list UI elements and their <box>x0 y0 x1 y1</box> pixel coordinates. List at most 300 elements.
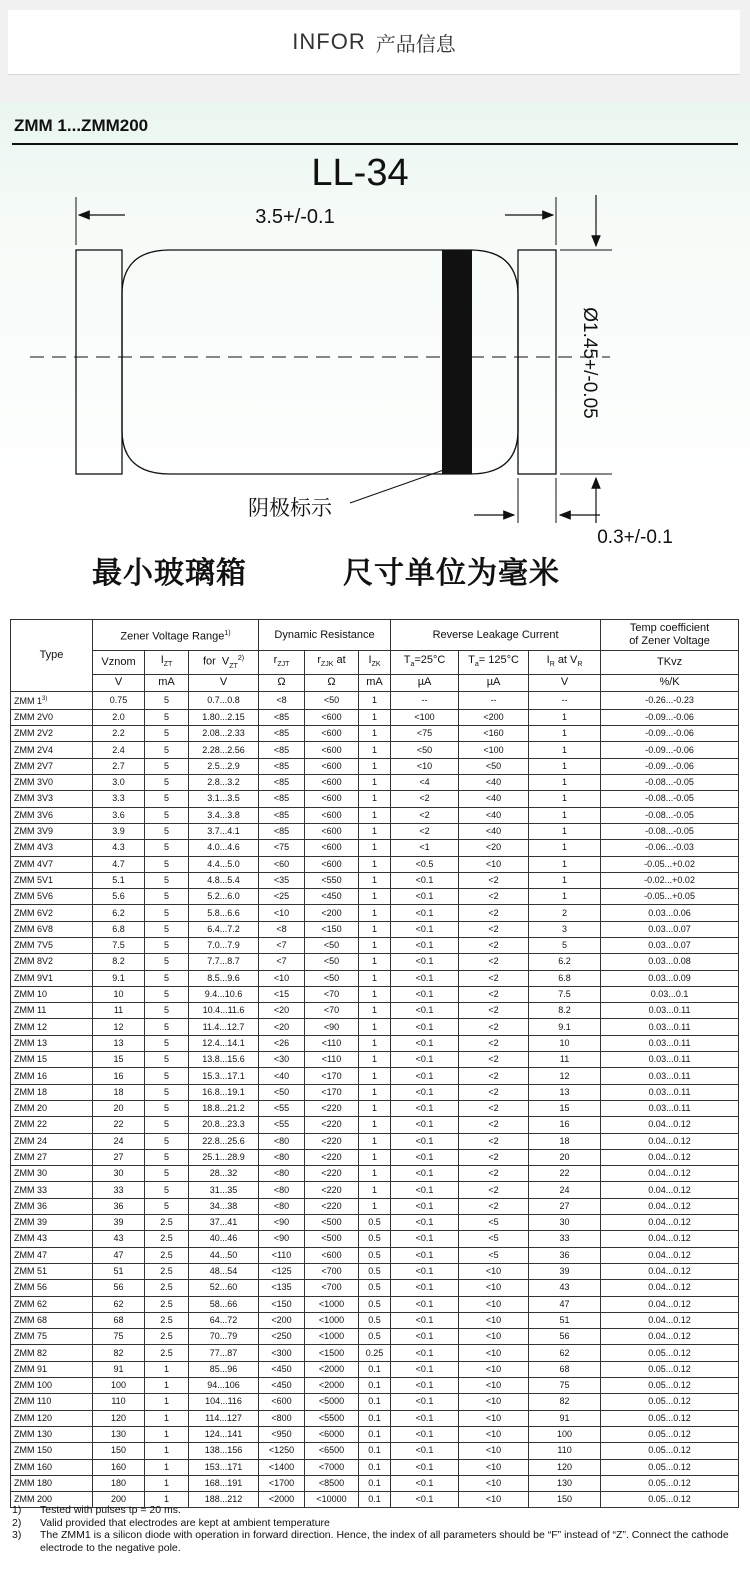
value-cell: <90 <box>305 1019 359 1035</box>
value-cell: <0.1 <box>391 889 459 905</box>
table-row <box>11 1215 739 1231</box>
value-cell: <80 <box>259 1166 305 1182</box>
hdr-rzjt: $r_{ZJT}$ <box>259 651 305 675</box>
table-row <box>11 872 739 888</box>
value-cell: 52...60 <box>189 1280 259 1296</box>
value-cell: 0.04...0.12 <box>601 1280 739 1296</box>
table-row <box>11 954 739 970</box>
value-cell: <600 <box>305 840 359 856</box>
type-cell: ZMM 43 <box>11 1231 93 1247</box>
value-cell: 1 <box>529 872 601 888</box>
value-cell: 3.4...3.8 <box>189 807 259 823</box>
value-cell: <450 <box>259 1361 305 1377</box>
value-cell: 51 <box>529 1312 601 1328</box>
value-cell: 1 <box>529 791 601 807</box>
value-cell: 0.04...0.12 <box>601 1263 739 1279</box>
value-cell: 0.05...0.12 <box>601 1345 739 1361</box>
value-cell: 2.5 <box>145 1329 189 1345</box>
value-cell: 0.03...0.11 <box>601 1068 739 1084</box>
value-cell: -0.09...-0.06 <box>601 709 739 725</box>
table-row <box>11 986 739 1002</box>
value-cell: <200 <box>459 709 529 725</box>
value-cell: <40 <box>459 823 529 839</box>
type-cell: ZMM 5V1 <box>11 872 93 888</box>
value-cell: 1 <box>359 1198 391 1214</box>
type-cell: ZMM 2V4 <box>11 742 93 758</box>
value-cell: 1 <box>145 1378 189 1394</box>
value-cell: 7.5 <box>529 986 601 1002</box>
table-row <box>11 856 739 872</box>
type-cell: ZMM 15 <box>11 1052 93 1068</box>
value-cell: 5.1 <box>93 872 145 888</box>
table-row <box>11 1247 739 1263</box>
value-cell: 3 <box>529 921 601 937</box>
value-cell: <600 <box>305 823 359 839</box>
type-cell: ZMM 100 <box>11 1378 93 1394</box>
value-cell: 2.5 <box>145 1312 189 1328</box>
hdr-ir: $I_R$ at $V_R$ <box>529 651 601 675</box>
value-cell: <500 <box>305 1215 359 1231</box>
value-cell: <55 <box>259 1100 305 1116</box>
value-cell: <10 <box>459 1426 529 1442</box>
value-cell: 1 <box>359 938 391 954</box>
value-cell: 4.0...4.6 <box>189 840 259 856</box>
value-cell: -0.09...-0.06 <box>601 758 739 774</box>
value-cell: 1 <box>529 775 601 791</box>
spec-table-body <box>11 691 739 1508</box>
value-cell: <7 <box>259 954 305 970</box>
value-cell: <600 <box>259 1394 305 1410</box>
value-cell: <0.1 <box>391 1410 459 1426</box>
package-drawing <box>0 145 750 545</box>
value-cell: 37...41 <box>189 1215 259 1231</box>
footnote-2: 2) Valid provided that electrodes are kept at ambient temperature <box>12 1516 330 1529</box>
value-cell: 5 <box>145 986 189 1002</box>
value-cell: -0.06...-0.03 <box>601 840 739 856</box>
type-cell: ZMM 47 <box>11 1247 93 1263</box>
value-cell: 56 <box>93 1280 145 1296</box>
table-row <box>11 1003 739 1019</box>
value-cell: <2 <box>459 938 529 954</box>
value-cell: 5 <box>145 954 189 970</box>
value-cell: 44...50 <box>189 1247 259 1263</box>
value-cell: <550 <box>305 872 359 888</box>
value-cell: <0.1 <box>391 1345 459 1361</box>
value-cell: 20 <box>93 1100 145 1116</box>
value-cell: 40...46 <box>189 1231 259 1247</box>
value-cell: 150 <box>93 1443 145 1459</box>
value-cell: 3.9 <box>93 823 145 839</box>
value-cell: 2.5 <box>145 1280 189 1296</box>
value-cell: -0.02...+0.02 <box>601 872 739 888</box>
value-cell: 5 <box>145 1182 189 1198</box>
value-cell: <85 <box>259 758 305 774</box>
value-cell: <0.1 <box>391 1198 459 1214</box>
value-cell: 0.04...0.12 <box>601 1312 739 1328</box>
type-cell: ZMM 7V5 <box>11 938 93 954</box>
table-row <box>11 1166 739 1182</box>
table-row <box>11 1345 739 1361</box>
hdr-tkvz: TKvz <box>601 651 739 675</box>
type-cell: ZMM 6V8 <box>11 921 93 937</box>
value-cell: -0.08...-0.05 <box>601 823 739 839</box>
value-cell: <0.1 <box>391 1426 459 1442</box>
table-row <box>11 1426 739 1442</box>
value-cell: 0.03...0.07 <box>601 938 739 954</box>
value-cell: <0.1 <box>391 1166 459 1182</box>
model-title: ZMM 1...ZMM200 <box>14 116 149 135</box>
type-cell: ZMM 68 <box>11 1312 93 1328</box>
value-cell: -0.09...-0.06 <box>601 742 739 758</box>
value-cell: 5.2...6.0 <box>189 889 259 905</box>
unit-percent-per-k: %/K <box>601 674 739 691</box>
value-cell: 130 <box>529 1475 601 1491</box>
value-cell: 70...79 <box>189 1329 259 1345</box>
value-cell: 51 <box>93 1263 145 1279</box>
value-cell: <600 <box>305 758 359 774</box>
value-cell: 6.4...7.2 <box>189 921 259 937</box>
table-row <box>11 1263 739 1279</box>
value-cell: <10 <box>459 1329 529 1345</box>
col-type: Type <box>11 620 93 692</box>
value-cell: 10.4...11.6 <box>189 1003 259 1019</box>
value-cell: 2.7 <box>93 758 145 774</box>
value-cell: 24 <box>93 1133 145 1149</box>
value-cell: <600 <box>305 742 359 758</box>
value-cell: 150 <box>529 1492 601 1508</box>
col-leakage: Reverse Leakage Current <box>391 620 601 651</box>
value-cell: <10 <box>459 1296 529 1312</box>
value-cell: 0.1 <box>359 1443 391 1459</box>
value-cell: 1 <box>145 1475 189 1491</box>
value-cell: 8.5...9.6 <box>189 970 259 986</box>
value-cell: 24 <box>529 1182 601 1198</box>
value-cell: <10 <box>459 1263 529 1279</box>
value-cell: 27 <box>93 1149 145 1165</box>
value-cell: <70 <box>305 986 359 1002</box>
value-cell: 5 <box>145 1166 189 1182</box>
type-cell: ZMM 36 <box>11 1198 93 1214</box>
value-cell: 11.4...12.7 <box>189 1019 259 1035</box>
value-cell: <200 <box>305 905 359 921</box>
value-cell: <2 <box>459 905 529 921</box>
table-row <box>11 758 739 774</box>
info-header <box>8 10 740 75</box>
type-cell: ZMM 39 <box>11 1215 93 1231</box>
value-cell: <600 <box>305 856 359 872</box>
value-cell: 7.0...7.9 <box>189 938 259 954</box>
type-cell: ZMM 6V2 <box>11 905 93 921</box>
value-cell: 5 <box>145 1052 189 1068</box>
value-cell: 0.1 <box>359 1492 391 1508</box>
value-cell: 1 <box>145 1361 189 1377</box>
value-cell: <220 <box>305 1133 359 1149</box>
value-cell: 15 <box>93 1052 145 1068</box>
value-cell: <600 <box>305 709 359 725</box>
value-cell: <0.1 <box>391 954 459 970</box>
value-cell: <600 <box>305 1247 359 1263</box>
value-cell: 2.4 <box>93 742 145 758</box>
length-dimension: 3.5+/-0.1 <box>255 206 335 228</box>
value-cell: 18.8...21.2 <box>189 1100 259 1116</box>
value-cell: 1 <box>359 889 391 905</box>
value-cell: <0.1 <box>391 1312 459 1328</box>
type-cell: ZMM 51 <box>11 1263 93 1279</box>
value-cell: 22 <box>93 1117 145 1133</box>
value-cell: 9.1 <box>93 970 145 986</box>
value-cell: <0.5 <box>391 856 459 872</box>
value-cell: 1 <box>359 709 391 725</box>
value-cell: <0.1 <box>391 1133 459 1149</box>
value-cell: <220 <box>305 1117 359 1133</box>
value-cell: <500 <box>305 1231 359 1247</box>
type-cell: ZMM 33 <box>11 1182 93 1198</box>
value-cell: <85 <box>259 823 305 839</box>
value-cell: <2000 <box>305 1378 359 1394</box>
value-cell: 15 <box>529 1100 601 1116</box>
cathode-label: 阴极标示 <box>248 496 332 520</box>
value-cell: 5 <box>145 758 189 774</box>
value-cell: <5 <box>459 1215 529 1231</box>
value-cell: <2 <box>459 1052 529 1068</box>
value-cell: 62 <box>93 1296 145 1312</box>
hdr-izk: $I_{ZK}$ <box>359 651 391 675</box>
value-cell: <10 <box>459 1410 529 1426</box>
value-cell: <600 <box>305 726 359 742</box>
type-cell: ZMM 110 <box>11 1394 93 1410</box>
value-cell: <55 <box>259 1117 305 1133</box>
value-cell: <40 <box>459 791 529 807</box>
value-cell: <20 <box>459 840 529 856</box>
value-cell: <0.1 <box>391 970 459 986</box>
value-cell: <2 <box>459 1003 529 1019</box>
value-cell: <0.1 <box>391 1361 459 1377</box>
value-cell: 13.8...15.6 <box>189 1052 259 1068</box>
type-cell: ZMM 9V1 <box>11 970 93 986</box>
value-cell: 100 <box>93 1378 145 1394</box>
table-row <box>11 1052 739 1068</box>
value-cell: <0.1 <box>391 1459 459 1475</box>
value-cell: 1 <box>529 726 601 742</box>
value-cell: -- <box>459 691 529 709</box>
value-cell: 5 <box>145 726 189 742</box>
value-cell: 5 <box>145 1100 189 1116</box>
value-cell: <0.1 <box>391 1035 459 1051</box>
value-cell: <85 <box>259 742 305 758</box>
value-cell: <60 <box>259 856 305 872</box>
value-cell: <0.1 <box>391 1475 459 1491</box>
value-cell: <0.1 <box>391 1378 459 1394</box>
type-cell: ZMM 2V7 <box>11 758 93 774</box>
value-cell: <40 <box>459 775 529 791</box>
value-cell: 1 <box>359 775 391 791</box>
value-cell: 0.04...0.12 <box>601 1215 739 1231</box>
value-cell: 0.5 <box>359 1329 391 1345</box>
value-cell: <800 <box>259 1410 305 1426</box>
table-row <box>11 1329 739 1345</box>
value-cell: 0.03...0.11 <box>601 1003 739 1019</box>
left-end-cap <box>76 250 122 474</box>
value-cell: 0.04...0.12 <box>601 1117 739 1133</box>
value-cell: 168...191 <box>189 1475 259 1491</box>
table-row <box>11 775 739 791</box>
value-cell: 18 <box>93 1084 145 1100</box>
value-cell: 8.2 <box>529 1003 601 1019</box>
value-cell: 13 <box>529 1084 601 1100</box>
value-cell: 1 <box>359 726 391 742</box>
type-cell: ZMM 62 <box>11 1296 93 1312</box>
type-cell: ZMM 130 <box>11 1426 93 1442</box>
value-cell: 2.5 <box>145 1231 189 1247</box>
value-cell: 0.03...0.11 <box>601 1035 739 1051</box>
value-cell: 0.75 <box>93 691 145 709</box>
value-cell: 0.04...0.12 <box>601 1182 739 1198</box>
value-cell: 1 <box>145 1443 189 1459</box>
value-cell: 5 <box>145 889 189 905</box>
value-cell: <15 <box>259 986 305 1002</box>
value-cell: <450 <box>305 889 359 905</box>
type-cell: ZMM 75 <box>11 1329 93 1345</box>
type-cell: ZMM 120 <box>11 1410 93 1426</box>
value-cell: <110 <box>305 1052 359 1068</box>
value-cell: 9.4...10.6 <box>189 986 259 1002</box>
value-cell: <10 <box>459 1280 529 1296</box>
value-cell: 11 <box>93 1003 145 1019</box>
type-cell: ZMM 91 <box>11 1361 93 1377</box>
value-cell: 5 <box>145 1003 189 1019</box>
table-row <box>11 1117 739 1133</box>
spec-table <box>10 619 739 1508</box>
value-cell: 0.05...0.12 <box>601 1378 739 1394</box>
value-cell: 2.28...2.56 <box>189 742 259 758</box>
value-cell: 39 <box>93 1215 145 1231</box>
value-cell: <0.1 <box>391 1394 459 1410</box>
value-cell: <10 <box>459 1459 529 1475</box>
value-cell: 5 <box>145 742 189 758</box>
value-cell: 1 <box>359 986 391 1002</box>
value-cell: 11 <box>529 1052 601 1068</box>
value-cell: <220 <box>305 1182 359 1198</box>
value-cell: 1 <box>359 1068 391 1084</box>
value-cell: <2 <box>459 921 529 937</box>
col-zener-range: Zener Voltage Range$^{1)}$ <box>93 620 259 651</box>
value-cell: <600 <box>305 807 359 823</box>
value-cell: 2 <box>529 905 601 921</box>
value-cell: <7 <box>259 938 305 954</box>
value-cell: 0.05...0.12 <box>601 1361 739 1377</box>
value-cell: 2.0 <box>93 709 145 725</box>
hdr-vznom: Vznom <box>93 651 145 675</box>
value-cell: <50 <box>391 742 459 758</box>
unit-ohm: Ω <box>259 674 305 691</box>
value-cell: <600 <box>305 775 359 791</box>
value-cell: <0.1 <box>391 1182 459 1198</box>
value-cell: 6.8 <box>93 921 145 937</box>
value-cell: 130 <box>93 1426 145 1442</box>
value-cell: 1 <box>145 1394 189 1410</box>
value-cell: <6500 <box>305 1443 359 1459</box>
value-cell: 25.1...28.9 <box>189 1149 259 1165</box>
type-cell: ZMM 56 <box>11 1280 93 1296</box>
value-cell: 2.5 <box>145 1263 189 1279</box>
value-cell: 1 <box>359 1019 391 1035</box>
value-cell: 5 <box>145 691 189 709</box>
table-row <box>11 1133 739 1149</box>
value-cell: 1 <box>359 807 391 823</box>
value-cell: 33 <box>93 1182 145 1198</box>
value-cell: 1.80...2.15 <box>189 709 259 725</box>
value-cell: 0.03...0.1 <box>601 986 739 1002</box>
value-cell: 1 <box>359 970 391 986</box>
unit-note: 尺寸单位为毫米 <box>343 556 560 591</box>
value-cell: <1000 <box>305 1296 359 1312</box>
value-cell: 2.5 <box>145 1215 189 1231</box>
value-cell: <85 <box>259 775 305 791</box>
value-cell: 5 <box>145 840 189 856</box>
type-label: ZMM 1 <box>14 695 42 706</box>
type-cell: ZMM 13 <box>11 1035 93 1051</box>
value-cell: 48...54 <box>189 1263 259 1279</box>
value-cell: 104...116 <box>189 1394 259 1410</box>
value-cell: 16 <box>529 1117 601 1133</box>
value-cell: <1250 <box>259 1443 305 1459</box>
type-cell: ZMM 3V3 <box>11 791 93 807</box>
value-cell: 10 <box>93 986 145 1002</box>
col-tempco: Temp coefficient of Zener Voltage <box>601 620 739 651</box>
value-cell: <10 <box>259 970 305 986</box>
value-cell: <0.1 <box>391 1231 459 1247</box>
value-cell: 6.2 <box>93 905 145 921</box>
type-cell: ZMM 82 <box>11 1345 93 1361</box>
value-cell: 31...35 <box>189 1182 259 1198</box>
type-cell: ZMM 2V2 <box>11 726 93 742</box>
footnote-1: 1) Tested with pulses tp = 20 ms. <box>12 1504 181 1516</box>
value-cell: 7.5 <box>93 938 145 954</box>
value-cell: 100 <box>529 1426 601 1442</box>
type-cell: ZMM 2V0 <box>11 709 93 725</box>
type-cell <box>11 691 93 709</box>
table-row <box>11 905 739 921</box>
table-row <box>11 1378 739 1394</box>
value-cell: <700 <box>305 1263 359 1279</box>
type-cell: ZMM 200 <box>11 1492 93 1508</box>
value-cell: 1 <box>529 709 601 725</box>
value-cell: 1 <box>529 840 601 856</box>
value-cell: 6.8 <box>529 970 601 986</box>
value-cell: 30 <box>529 1215 601 1231</box>
value-cell: <1 <box>391 840 459 856</box>
value-cell: <0.1 <box>391 1329 459 1345</box>
type-cell: ZMM 3V9 <box>11 823 93 839</box>
value-cell: <150 <box>259 1296 305 1312</box>
type-cell: ZMM 10 <box>11 986 93 1002</box>
value-cell: <35 <box>259 872 305 888</box>
value-cell: 20 <box>529 1149 601 1165</box>
value-cell: 5 <box>145 1133 189 1149</box>
value-cell: 0.03...0.06 <box>601 905 739 921</box>
value-cell: 2.5 <box>145 1296 189 1312</box>
value-cell: 47 <box>93 1247 145 1263</box>
type-cell: ZMM 150 <box>11 1443 93 1459</box>
value-cell: <2 <box>459 889 529 905</box>
value-cell: 0.03...0.07 <box>601 921 739 937</box>
value-cell: 47 <box>529 1296 601 1312</box>
value-cell: 0.05...0.12 <box>601 1443 739 1459</box>
table-row <box>11 970 739 986</box>
value-cell: <10 <box>459 1492 529 1508</box>
type-cell: ZMM 180 <box>11 1475 93 1491</box>
value-cell: 8.2 <box>93 954 145 970</box>
